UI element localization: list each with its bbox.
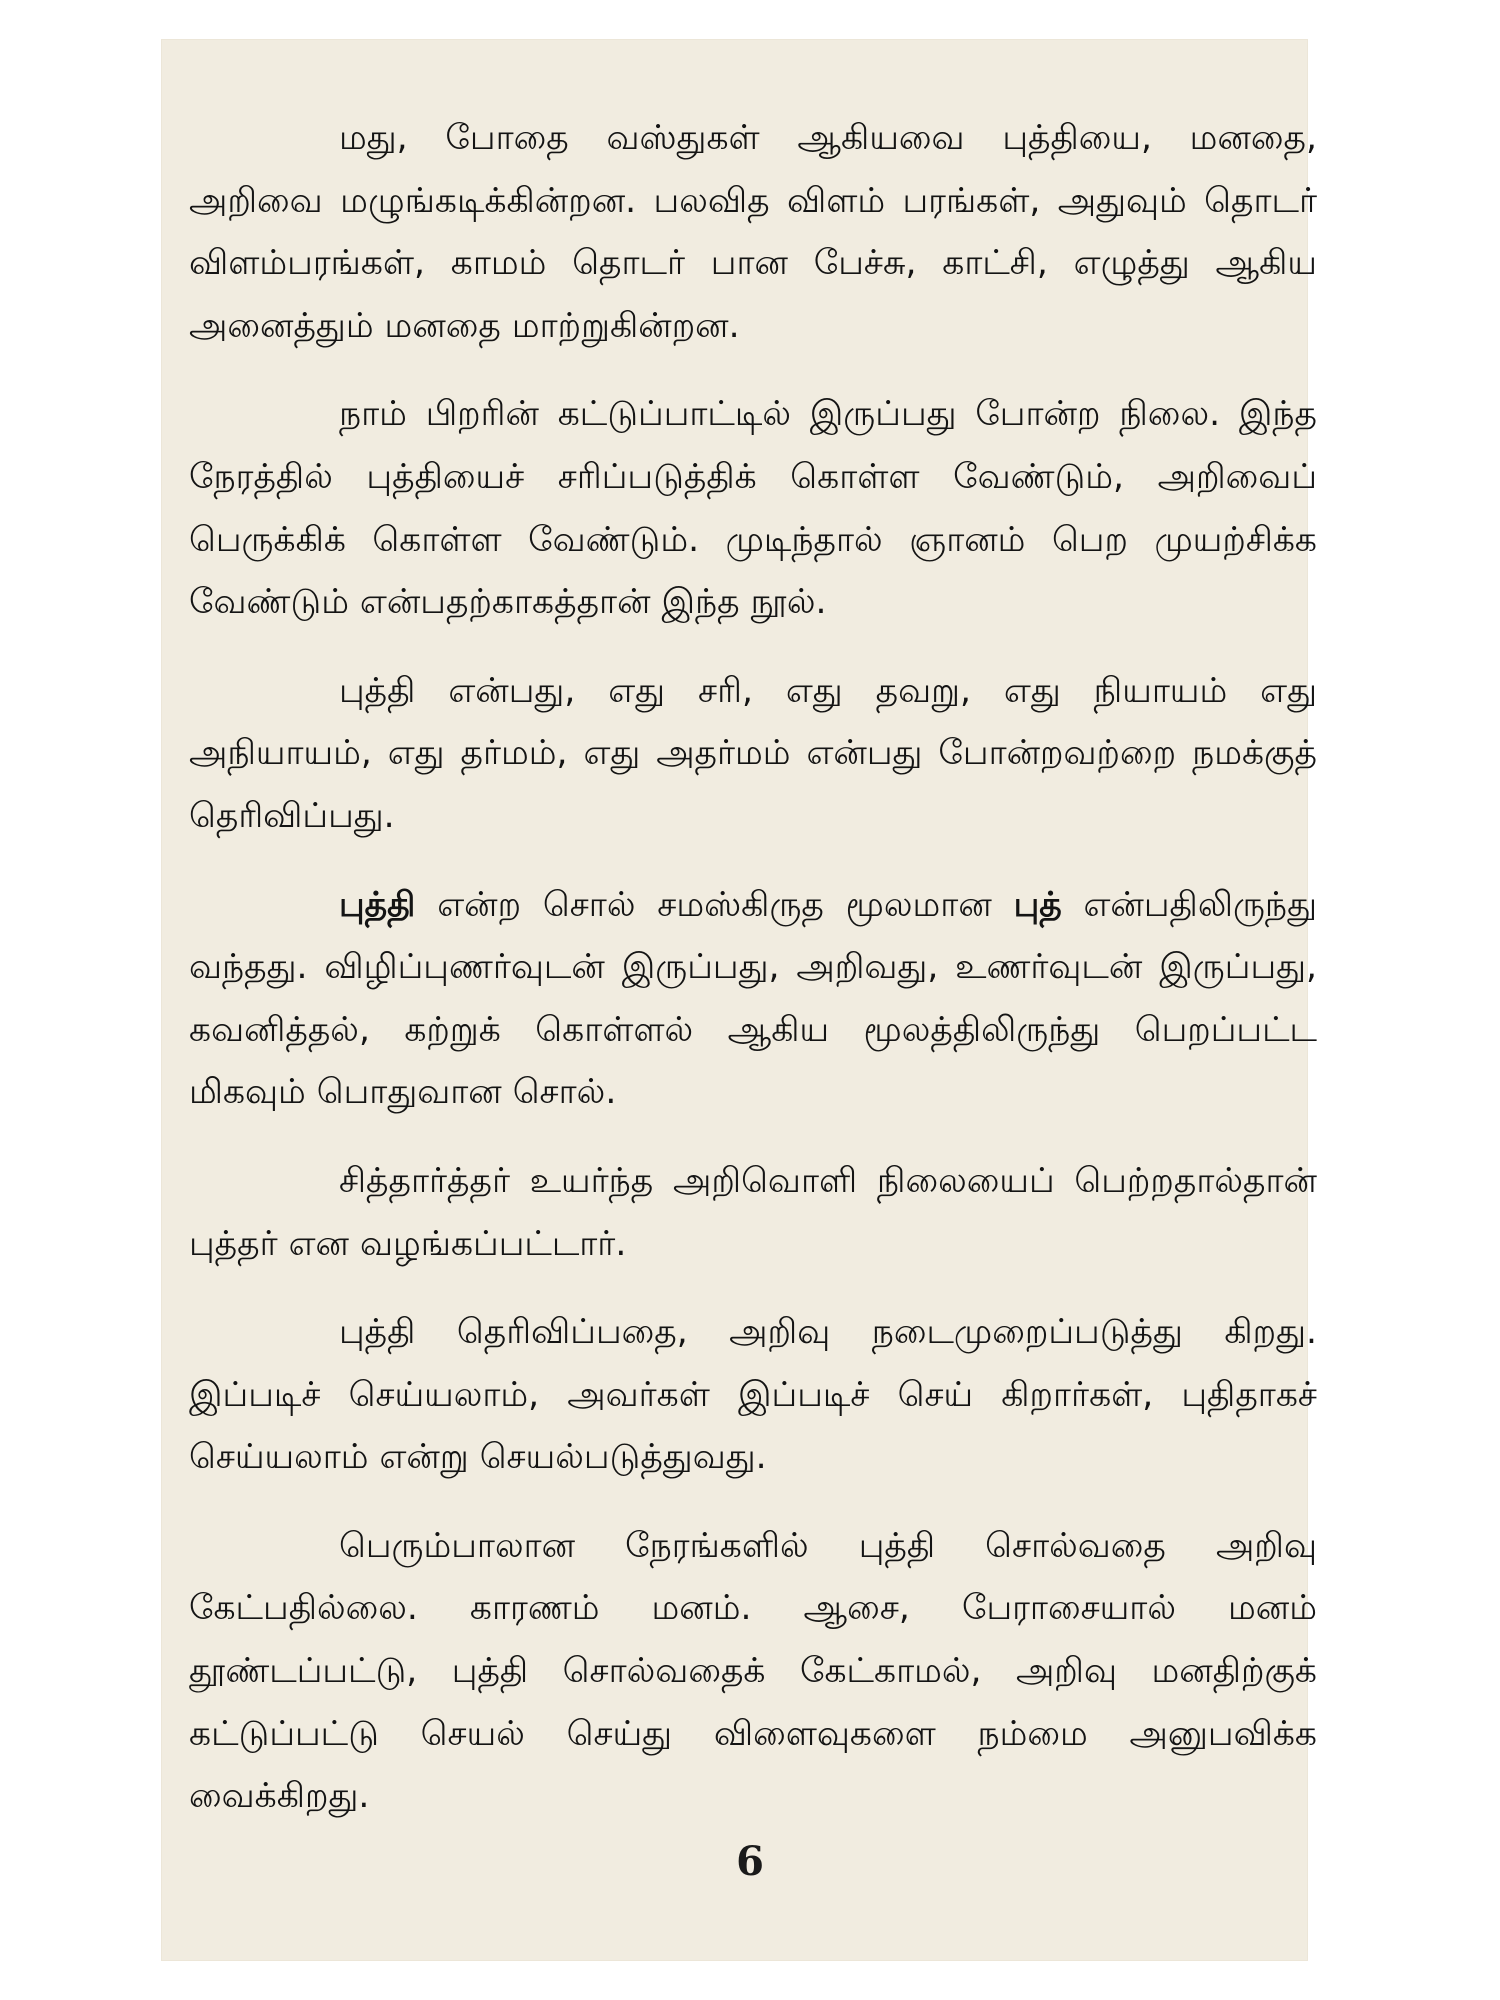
body-text bbox=[189, 107, 1317, 1828]
paragraph: பெரும்பாலான நேரங்களில் புத்தி சொல்வதை அறிவு கேட்பதில்லை. காரணம் மனம். ஆசை, பேராசையால் மனம் தூண்டப்பட்டு, புத்தி சொல்வதைக் கேட்காமல், அறிவு மனதிற்குக் கட்டுப்பட்டு செயல் செய்து விளைவுகளை நம்மை அனுபவிக்க வைக்கிறது. bbox=[189, 1525, 1317, 1817]
paragraph-text: என்ற சொல் சமஸ்கிருத மூலமான bbox=[415, 884, 1014, 925]
paragraph-text: என்பதிலிருந்து வந்தது. விழிப்புணர்வுடன் இருப்பது, அறிவது, உணர்வுடன் இருப்பது, கவனித்தல், கற்றுக் கொள்ளல் ஆகிய மூலத்திலிருந்து பெறப்பட்ட மிகவும் பொதுவான சொல். bbox=[189, 884, 1317, 1113]
paragraph: சித்தார்த்தர் உயர்ந்த அறிவொளி நிலையைப் பெற்றதால்தான் புத்தர் என வழங்கப்பட்டார். bbox=[189, 1160, 1317, 1264]
bold-term: புத்தி bbox=[339, 884, 416, 925]
paragraph: மது, போதை வஸ்துகள் ஆகியவை புத்தியை, மனதை, அறிவை மழுங்கடிக்கின்றன. பலவித விளம் பரங்கள், அதுவும் தொடர் விளம்பரங்கள், காமம் தொடர் பான பேச்சு, காட்சி, எழுத்து ஆகிய அனைத்தும் மனதை மாற்றுகின்றன. bbox=[189, 118, 1317, 346]
paragraph: புத்தி தெரிவிப்பதை, அறிவு நடைமுறைப்படுத்து கிறது. இப்படிச் செய்யலாம், அவர்கள் இப்படிச் செய் கிறார்கள், புதிதாகச் செய்யலாம் என்று செயல்படுத்துவது. bbox=[189, 1312, 1317, 1478]
paragraph: நாம் பிறரின் கட்டுப்பாட்டில் இருப்பது போன்ற நிலை. இந்த நேரத்தில் புத்தியைச் சரிப்படுத்திக் கொள்ள வேண்டும், அறிவைப் பெருக்கிக் கொள்ள வேண்டும். முடிந்தால் ஞானம் பெற முயற்சிக்க வேண்டும் என்பதற்காகத்தான் இந்த நூல். bbox=[189, 394, 1317, 623]
paragraph bbox=[189, 874, 1317, 1124]
bold-root: புத் bbox=[1013, 884, 1062, 925]
paragraph: புத்தி என்பது, எது சரி, எது தவறு, எது நியாயம் எது அநியாயம், எது தர்மம், எது அதர்மம் என்பது போன்றவற்றை நமக்குத் தெரிவிப்பது. bbox=[189, 670, 1317, 836]
page-number: 6 bbox=[736, 1838, 764, 1885]
